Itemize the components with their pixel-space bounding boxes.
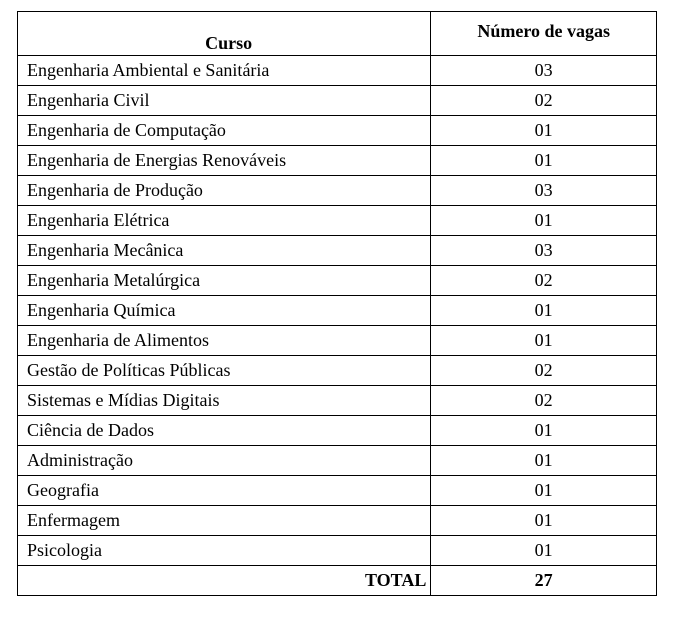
vagas-cell: 01 [431,536,657,566]
total-label: TOTAL [18,566,431,596]
vagas-cell: 01 [431,296,657,326]
vagas-cell: 02 [431,86,657,116]
vagas-cell: 03 [431,236,657,266]
table-row [18,86,657,116]
vagas-cell: 01 [431,416,657,446]
table-row [18,116,657,146]
curso-cell: Sistemas e Mídias Digitais [18,386,431,416]
table-row [18,356,657,386]
vagas-table [17,11,657,596]
vagas-cell: 01 [431,146,657,176]
curso-cell: Administração [18,446,431,476]
vagas-cell: 02 [431,356,657,386]
table-row [18,206,657,236]
table-row [18,296,657,326]
curso-cell: Engenharia Metalúrgica [18,266,431,296]
vagas-cell: 02 [431,266,657,296]
curso-cell: Engenharia Elétrica [18,206,431,236]
vagas-cell: 01 [431,506,657,536]
table-row [18,56,657,86]
table-row [18,506,657,536]
curso-cell: Geografia [18,476,431,506]
curso-cell: Engenharia Mecânica [18,236,431,266]
table-row [18,476,657,506]
table-row [18,146,657,176]
vagas-cell: 01 [431,326,657,356]
curso-cell: Psicologia [18,536,431,566]
header-curso: Curso [18,12,431,56]
curso-cell: Engenharia de Computação [18,116,431,146]
curso-cell: Engenharia de Produção [18,176,431,206]
table-row [18,266,657,296]
curso-cell: Engenharia Química [18,296,431,326]
vagas-cell: 01 [431,476,657,506]
vagas-cell: 01 [431,206,657,236]
curso-cell: Enfermagem [18,506,431,536]
curso-cell: Engenharia Ambiental e Sanitária [18,56,431,86]
table-row [18,386,657,416]
table-row [18,416,657,446]
vagas-cell: 03 [431,56,657,86]
header-vagas: Número de vagas [431,12,657,56]
curso-cell: Gestão de Políticas Públicas [18,356,431,386]
table-row [18,326,657,356]
curso-cell: Ciência de Dados [18,416,431,446]
table-row [18,536,657,566]
vagas-cell: 03 [431,176,657,206]
table-body [18,56,657,566]
vagas-cell: 02 [431,386,657,416]
curso-cell: Engenharia de Alimentos [18,326,431,356]
total-row [18,566,657,596]
header-row [18,12,657,56]
table-row [18,446,657,476]
curso-cell: Engenharia Civil [18,86,431,116]
vagas-cell: 01 [431,446,657,476]
table-row [18,176,657,206]
table-row [18,236,657,266]
total-value: 27 [431,566,657,596]
curso-cell: Engenharia de Energias Renováveis [18,146,431,176]
vagas-cell: 01 [431,116,657,146]
